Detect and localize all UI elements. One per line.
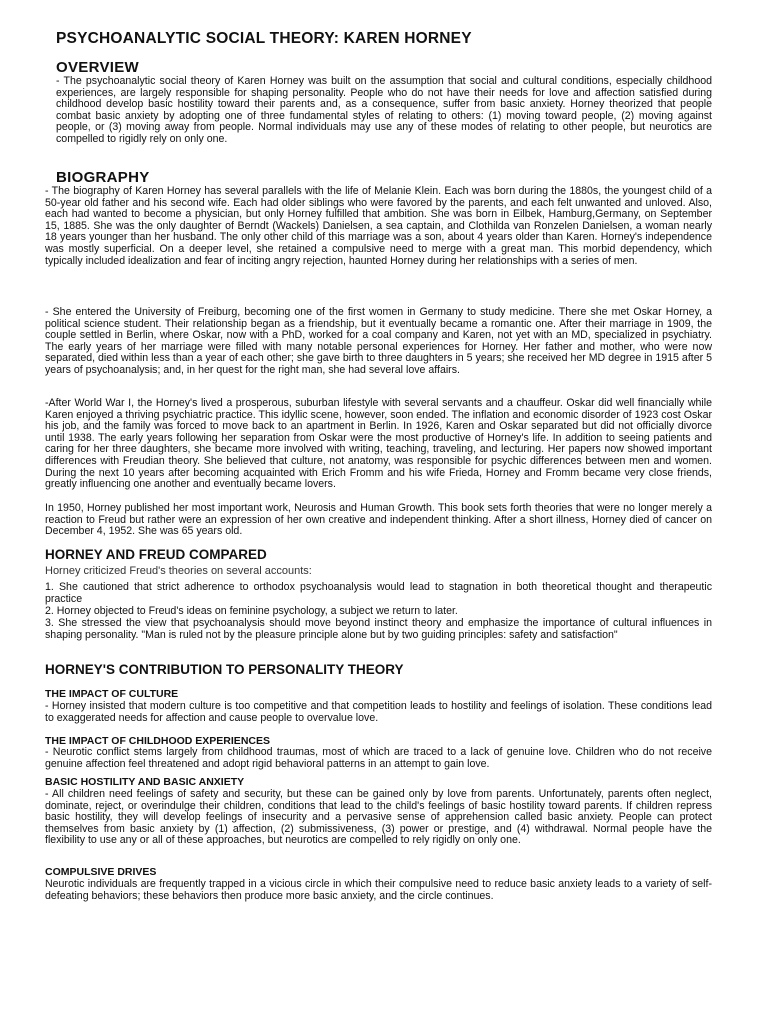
culture-paragraph: - Horney insisted that modern culture is too competitive and that competition leads to hostility and feelings of isolation. These conditions lead to exaggerated needs for affection and cause people to overvalue love. — [45, 700, 712, 724]
freud-item-2: 2. Horney objected to Freud's ideas on feminine psychology, a subject we return to later. — [45, 605, 458, 617]
culture-heading: THE IMPACT OF CULTURE — [45, 688, 179, 700]
childhood-heading: THE IMPACT OF CHILDHOOD EXPERIENCES — [45, 735, 270, 747]
childhood-paragraph: - Neurotic conflict stems largely from childhood traumas, most of which are traced to a lack of genuine love. Children who do not receive genuine affection feel threatened and adopt rigid behavioral patterns in an attempt to gain love. — [45, 746, 712, 770]
biography-paragraph-1: - The biography of Karen Horney has several parallels with the life of Melanie Klein. Each was born during the 1880s, the youngest child of a 50-year old father and his second wife. Each had older siblings who were favored by the parents, and each felt unwanted and unloved. Also, each had wanted to become a physician, but only Horney fulfilled that ambition. She was born in Eilbek, Hamburg,Germany, on September 15, 1885. She was the only daughter of Berndt (Wackels) Danielsen, a sea captain, and Clothilda van Ronzelen Danielsen, a woman nearly 18 years younger than her husband. The only other child of this marriage was a son, about 4 years older than Karen. Horney's independence was mostly superficial. On a deeper level, she retained a compulsive need to merge with a great man. This morbid dependency, which typically included idealization and fear of inciting angry rejection, haunted Horney during her relationships with a series of men. — [45, 185, 712, 267]
freud-heading: HORNEY AND FREUD COMPARED — [45, 547, 267, 562]
freud-subtitle: Horney criticized Freud's theories on several accounts: — [45, 565, 312, 577]
hostility-paragraph: - All children need feelings of safety and security, but these can be gained only by love from parents. Unfortunately, parents often neglect, dominate, reject, or overindulge their children, conditions that lead to the child's feelings of basic hostility toward parents. If children repress basic hostility, they will develop feelings of insecurity and a pervasive sense of apprehension called basic anxiety. People can protect themselves from basic anxiety by (1) affection, (2) submissiveness, (3) power or prestige, and (4) withdrawal. Normal people have the flexibility to use any or all of these approaches, but neurotics are compelled to rely rigidly on only one. — [45, 788, 712, 847]
biography-heading: BIOGRAPHY — [56, 169, 150, 186]
biography-paragraph-2: - She entered the University of Freiburg, becoming one of the first women in Germany to study medicine. There she met Oskar Horney, a political science student. Their relationship began as a friendship, but it eventually became a romantic one. After their marriage in 1909, the couple settled in Berlin, where Oskar, now with a PhD, worked for a coal company and Karen, not yet with an MD, specialized in psychiatry. The early years of her marriage were filled with many notable personal experiences for Horney. Her father and mother, who were now separated, died within less than a year of each other; she gave birth to three daughters in 5 years; she received her MD degree in 1915 after 5 years of psychoanalysis; and, in her quest for the right man, she had several love affairs. — [45, 306, 712, 376]
overview-heading: OVERVIEW — [56, 59, 139, 76]
hostility-heading: BASIC HOSTILITY AND BASIC ANXIETY — [45, 776, 245, 788]
biography-paragraph-3: -After World War I, the Horney's lived a prosperous, suburban lifestyle with several servants and a chauffeur. Oskar did well financially while Karen enjoyed a thriving psychiatric practice. This idyllic scene, however, soon ended. The inflation and economic disorder of 1923 cost Oskar his job, and the family was forced to move back to an apartment in Berlin. In 1926, Karen and Oskar separated but did not officially divorce until 1938. The early years following her separation from Oskar were the most productive of Horney's life. In addition to seeing patients and caring for her three daughters, she became more involved with writing, teaching, traveling, and lecturing. Her papers now showed important differences with Freudian theory. She believed that culture, not anatomy, was responsible for psychic differences between men and women. During the next 10 years after becoming acquainted with Erich Fromm and his wife Frieda, Horney and Fromm became very close friends, greatly influencing one another and eventually became lovers. — [45, 397, 712, 491]
drives-paragraph: Neurotic individuals are frequently trapped in a vicious circle in which their compulsive need to reduce basic anxiety leads to a variety of self-defeating behaviors; these behaviors then produce more basic anxiety, and the circle continues. — [45, 878, 712, 902]
drives-heading: COMPULSIVE DRIVES — [45, 866, 157, 878]
document-title: PSYCHOANALYTIC SOCIAL THEORY: KAREN HORNEY — [56, 30, 472, 47]
contribution-heading: HORNEY'S CONTRIBUTION TO PERSONALITY THEORY — [45, 662, 404, 677]
freud-item-3: 3. She stressed the view that psychoanalysis should move beyond instinct theory and emphasize the importance of cultural influences in shaping personality. "Man is ruled not by the pleasure principle alone but by two guiding principles: safety and satisfaction" — [45, 617, 712, 641]
overview-paragraph: - The psychoanalytic social theory of Karen Horney was built on the assumption that social and cultural conditions, especially childhood experiences, are largely responsible for shaping personality. People who do not have their needs for love and affection satisfied during childhood develop basic hostility toward their parents and, as a consequence, suffer from basic anxiety. Horney theorized that people combat basic anxiety by adopting one of three fundamental styles of relating to others: (1) moving toward people, (2) moving against people, or (3) moving away from people. Normal individuals may use any of these modes of relating to other people, but neurotics are compelled to rigidly rely on only one. — [56, 75, 712, 145]
biography-paragraph-4: In 1950, Horney published her most important work, Neurosis and Human Growth. This book sets forth theories that were no longer merely a reaction to Freud but rather were an expression of her own creative and independent thinking. After a short illness, Horney died of cancer on December 4, 1952. She was 65 years old. — [45, 502, 712, 538]
freud-item-1: 1. She cautioned that strict adherence to orthodox psychoanalysis would lead to stagnation in both theoretical thought and therapeutic practice — [45, 581, 712, 605]
